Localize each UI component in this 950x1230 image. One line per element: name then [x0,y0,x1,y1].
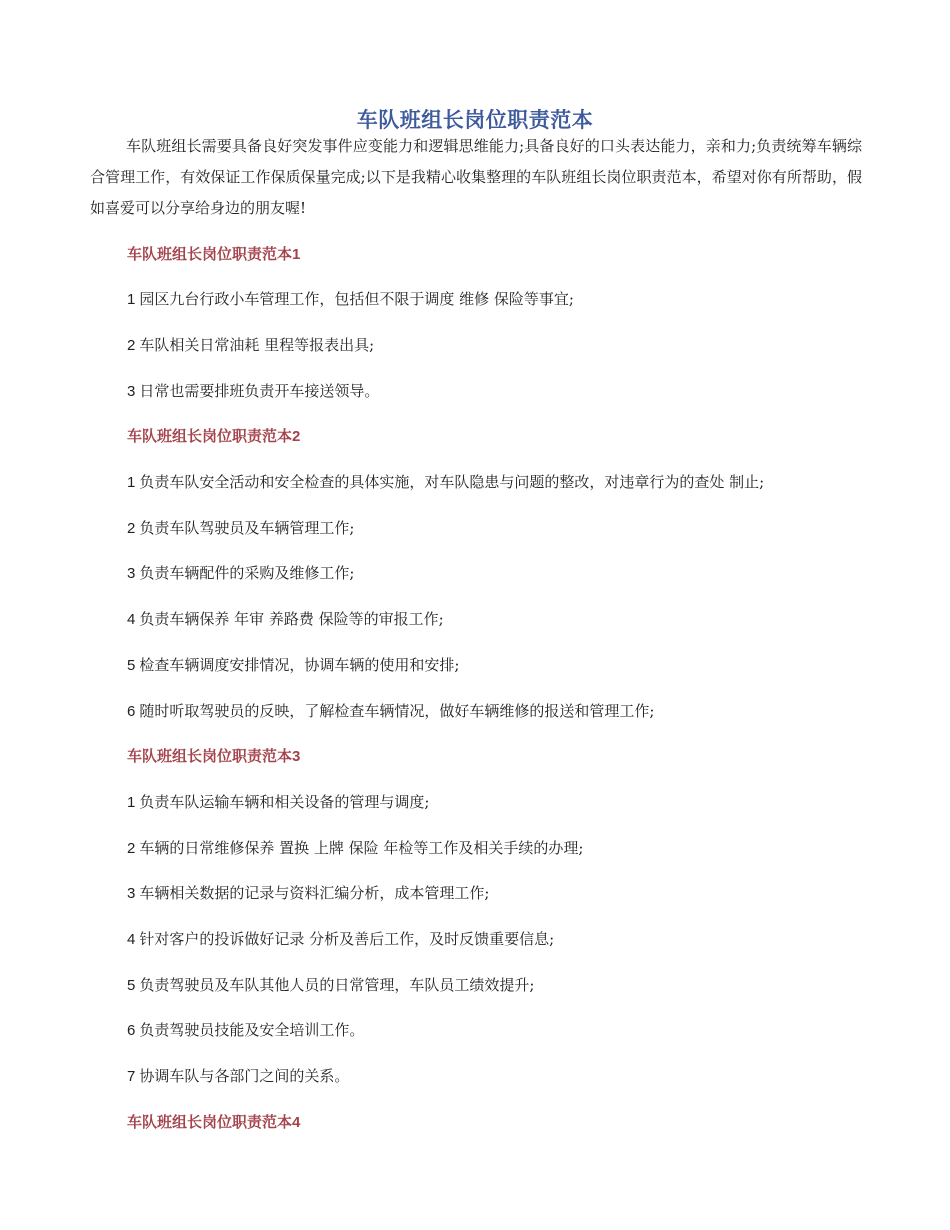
item-number: 4 [127,611,136,628]
intro-paragraph: 车队班组长需要具备良好突发事件应变能力和逻辑思维能力;具备良好的口头表达能力，亲和力;负责统筹车辆综合管理工作，有效保证工作保质保量完成;以下是我精心收集整理的车队班组长岗位职责范本，希望对你有所帮助，假如喜爱可以分享给身边的朋友喔! [90,137,862,217]
list-item [127,1065,349,1086]
item-number: 3 [127,885,136,902]
item-text: 负责驾驶员技能及安全培训工作。 [139,1021,365,1039]
list-item [127,928,554,949]
item-text: 随时听取驾驶员的反映，了解检查车辆情况，做好车辆维修的报送和管理工作; [139,702,655,720]
list-item [127,334,374,355]
section-heading-text: 车队班组长岗位职责范本 [127,747,293,765]
item-text: 检查车辆调度安排情况，协调车辆的使用和安排; [139,656,460,674]
item-number: 3 [127,383,136,400]
item-text: 负责车队驾驶员及车辆管理工作; [139,519,355,537]
section-heading-number: 4 [292,1114,301,1131]
list-item [127,791,429,812]
document-title: 车队班组长岗位职责范本 [356,107,594,132]
item-number: 2 [127,520,136,537]
item-number: 1 [127,291,136,308]
item-number: 1 [127,794,136,811]
item-text: 车辆的日常维修保养 置换 上牌 保险 年检等工作及相关手续的办理; [139,839,584,857]
item-text: 负责车队安全活动和安全检查的具体实施，对车队隐患与问题的整改，对违章行为的查处 制止; [139,473,765,491]
section-heading [127,243,300,264]
item-number: 3 [127,565,136,582]
item-number: 2 [127,840,136,857]
section-heading-number: 1 [292,246,301,263]
item-number: 1 [127,474,136,491]
section-heading-number: 2 [292,428,301,445]
item-text: 车辆相关数据的记录与资料汇编分析，成本管理工作; [139,884,490,902]
item-text: 园区九台行政小车管理工作，包括但不限于调度 维修 保险等事宜; [139,290,574,308]
list-item [127,562,354,583]
section-heading-text: 车队班组长岗位职责范本 [127,245,293,263]
list-item [127,608,444,629]
item-text: 车队相关日常油耗 里程等报表出具; [139,336,375,354]
item-text: 负责车辆保养 年审 养路费 保险等的审报工作; [139,610,444,628]
list-item [127,654,459,675]
item-text: 日常也需要排班负责开车接送领导。 [139,382,380,400]
item-number: 6 [127,1022,136,1039]
item-number: 7 [127,1068,136,1085]
list-item [127,380,379,401]
item-number: 5 [127,657,136,674]
item-number: 5 [127,977,136,994]
list-item [127,882,489,903]
list-item [127,1019,364,1040]
item-text: 针对客户的投诉做好记录 分析及善后工作，及时反馈重要信息; [139,930,555,948]
item-text: 协调车队与各部门之间的关系。 [139,1067,350,1085]
section-heading [127,745,300,766]
section-heading [127,1111,300,1132]
item-text: 负责车辆配件的采购及维修工作; [139,564,355,582]
list-item [127,471,764,492]
section-heading [127,425,300,446]
list-item [127,288,574,309]
item-number: 6 [127,703,136,720]
list-item [127,517,354,538]
item-text: 负责车队运输车辆和相关设备的管理与调度; [139,793,430,811]
list-item [127,700,654,721]
section-heading-number: 3 [292,748,301,765]
item-text: 负责驾驶员及车队其他人员的日常管理，车队员工绩效提升; [139,976,535,994]
list-item [127,974,534,995]
list-item [127,837,583,858]
item-number: 4 [127,931,136,948]
item-number: 2 [127,337,136,354]
section-heading-text: 车队班组长岗位职责范本 [127,1113,293,1131]
section-heading-text: 车队班组长岗位职责范本 [127,427,293,445]
